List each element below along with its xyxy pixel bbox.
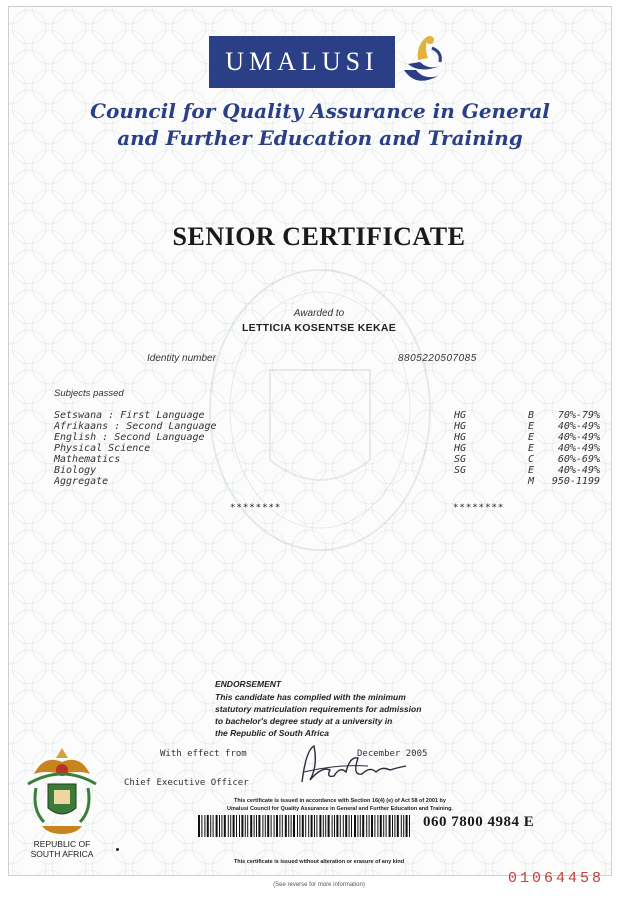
subject-row <box>54 465 604 476</box>
barcode-bar <box>383 815 384 837</box>
barcode-bar <box>299 815 300 837</box>
barcode-bar <box>297 815 298 837</box>
issued-note-line-1: This certificate is issued in accordance with Section 16(4) (e) of Act 58 of 2001 by <box>234 798 446 804</box>
barcode-bar <box>221 815 222 837</box>
barcode-bar <box>406 815 408 837</box>
barcode-bar <box>397 815 399 837</box>
barcode-bar <box>247 815 248 837</box>
stars-left: ******** <box>230 503 282 513</box>
subject-range: 40%-49% <box>557 443 600 454</box>
endorsement-line: to bachelor's degree study at a university in <box>215 716 393 726</box>
barcode-bar <box>325 815 326 837</box>
barcode-bar <box>201 815 202 837</box>
subject-range: 40%-49% <box>557 465 600 476</box>
barcode-bar <box>198 815 200 837</box>
subject-name: Mathematics <box>54 454 121 465</box>
barcode-bar <box>265 815 266 837</box>
barcode-bar <box>401 815 402 837</box>
barcode-bar <box>241 815 243 837</box>
certificate-title: SENIOR CERTIFICATE <box>172 222 466 251</box>
barcode-bar <box>210 815 211 837</box>
issued-note-line-2: Umalusi Council for Quality Assurance in General and Further Education and Training. <box>227 806 453 812</box>
barcode-bar <box>276 815 278 837</box>
serial-number: 01064458 <box>508 870 605 887</box>
dot-mark <box>116 848 119 851</box>
barcode-bar <box>319 815 321 837</box>
subject-row <box>54 443 604 454</box>
effect-from-label: With effect from <box>160 749 247 759</box>
barcode-bar <box>230 815 231 837</box>
barcode-bar <box>323 815 324 837</box>
barcode-bar <box>345 815 347 837</box>
barcode-bar <box>354 815 356 837</box>
subject-grade: HG <box>454 410 467 421</box>
barcode-bar <box>403 815 404 837</box>
subject-symbol: E <box>528 432 535 443</box>
barcode-bar <box>285 815 287 837</box>
barcode-bar <box>394 815 395 837</box>
barcode <box>196 815 414 837</box>
barcode-bar <box>380 815 382 837</box>
subjects-passed-heading: Subjects passed <box>54 388 124 399</box>
subject-range: 60%-69% <box>557 454 600 465</box>
subject-grade: HG <box>454 421 467 432</box>
council-name <box>60 98 580 152</box>
barcode-bar <box>409 815 410 837</box>
barcode-bar <box>366 815 367 837</box>
barcode-bar <box>311 815 313 837</box>
barcode-bar <box>282 815 283 837</box>
barcode-bar <box>267 815 269 837</box>
barcode-bar <box>216 815 218 837</box>
barcode-bar <box>334 815 335 837</box>
barcode-bar <box>288 815 289 837</box>
subject-grade: HG <box>454 443 467 454</box>
barcode-bar <box>239 815 240 837</box>
barcode-bar <box>254 815 255 837</box>
subject-row <box>54 432 604 443</box>
council-line-1: Council for Quality Assurance in General <box>90 99 550 123</box>
barcode-bar <box>377 815 378 837</box>
barcode-bar <box>349 815 350 837</box>
subject-row <box>54 454 604 465</box>
barcode-bar <box>389 815 391 837</box>
barcode-bar <box>314 815 315 837</box>
identity-number-label: Identity number <box>147 353 216 364</box>
endorsement-line: statutory matriculation requirements for admission <box>215 704 422 714</box>
subject-range: 950-1199 <box>551 476 600 487</box>
republic-line-2: SOUTH AFRICA <box>30 849 94 859</box>
barcode-bar <box>336 815 338 837</box>
barcode-bar <box>204 815 205 837</box>
subject-symbol: M <box>528 476 535 487</box>
barcode-bar <box>357 815 358 837</box>
barcode-bar <box>262 815 263 837</box>
barcode-bar <box>302 815 304 837</box>
subject-symbol: C <box>528 454 535 465</box>
barcode-bar <box>316 815 317 837</box>
subject-symbol: E <box>528 465 535 476</box>
barcode-bar <box>213 815 214 837</box>
barcode-bar <box>245 815 246 837</box>
subject-name: Setswana : First Language <box>54 410 205 421</box>
barcode-bar <box>293 815 295 837</box>
subject-grade: SG <box>454 465 467 476</box>
subject-grade: SG <box>454 454 467 465</box>
signatory-title: Chief Executive Officer <box>124 778 249 788</box>
endorsement-heading: ENDORSEMENT <box>215 679 282 689</box>
barcode-bar <box>362 815 364 837</box>
barcode-bar <box>371 815 373 837</box>
barcode-bar <box>343 815 344 837</box>
subject-name: Afrikaans : Second Language <box>54 421 217 432</box>
barcode-bar <box>256 815 257 837</box>
barcode-bar <box>233 815 235 837</box>
no-alteration-note: This certificate is issued without alteration or erasure of any kind <box>233 859 405 865</box>
subject-grade: HG <box>454 432 467 443</box>
barcode-bar <box>374 815 375 837</box>
signature <box>296 736 416 792</box>
barcode-bar <box>291 815 292 837</box>
barcode-bar <box>351 815 352 837</box>
barcode-bar <box>219 815 220 837</box>
council-line-2: and Further Education and Training <box>117 126 523 150</box>
barcode-bar <box>360 815 361 837</box>
subjects-list <box>54 410 604 487</box>
identity-number-value: 8805220507085 <box>398 353 477 364</box>
subject-row <box>54 410 604 421</box>
certificate-number: 060 7800 4984 E <box>423 814 535 830</box>
subject-range: 40%-49% <box>557 432 600 443</box>
umalusi-logo-text: UMALUSI <box>225 47 379 76</box>
barcode-bar <box>274 815 275 837</box>
barcode-bar <box>250 815 252 837</box>
subject-range: 70%-79% <box>557 410 600 421</box>
barcode-bar <box>228 815 229 837</box>
subject-row <box>54 421 604 432</box>
umalusi-logo-box <box>209 36 395 88</box>
barcode-bar <box>236 815 237 837</box>
barcode-bar <box>305 815 306 837</box>
subject-symbol: E <box>528 421 535 432</box>
subject-name: Biology <box>54 465 97 476</box>
subject-range: 40%-49% <box>557 421 600 432</box>
barcode-bar <box>392 815 393 837</box>
subject-symbol: E <box>528 443 535 454</box>
barcode-bar <box>207 815 209 837</box>
issued-note <box>200 797 480 813</box>
subject-name: Aggregate <box>54 476 109 487</box>
subject-name: Physical Science <box>54 443 151 454</box>
barcode-bar <box>271 815 272 837</box>
stars-right: ******** <box>453 503 505 513</box>
see-reverse-note: (See reverse for more information) <box>273 882 365 888</box>
barcode-bar <box>308 815 309 837</box>
coat-of-arms-icon <box>24 744 100 838</box>
barcode-bar <box>332 815 333 837</box>
effect-from-date: December 2005 <box>357 749 428 759</box>
endorsement-text <box>215 691 515 739</box>
awarded-to-label: Awarded to <box>293 308 345 319</box>
subject-symbol: B <box>528 410 535 421</box>
republic-line-1: REPUBLIC OF <box>33 839 91 849</box>
barcode-bar <box>386 815 387 837</box>
umalusi-emblem-icon <box>394 30 452 92</box>
candidate-name: LETTICIA KOSENTSE KEKAE <box>241 322 397 334</box>
endorsement-line: the Republic of South Africa <box>215 728 329 738</box>
barcode-bar <box>328 815 330 837</box>
subject-name: English : Second Language <box>54 432 205 443</box>
barcode-bar <box>369 815 370 837</box>
republic-label <box>12 839 112 859</box>
endorsement-line: This candidate has complied with the minimum <box>215 692 406 702</box>
aggregate-row <box>54 476 604 487</box>
barcode-bar <box>258 815 260 837</box>
barcode-bar <box>224 815 226 837</box>
barcode-bar <box>279 815 280 837</box>
barcode-bar <box>340 815 341 837</box>
